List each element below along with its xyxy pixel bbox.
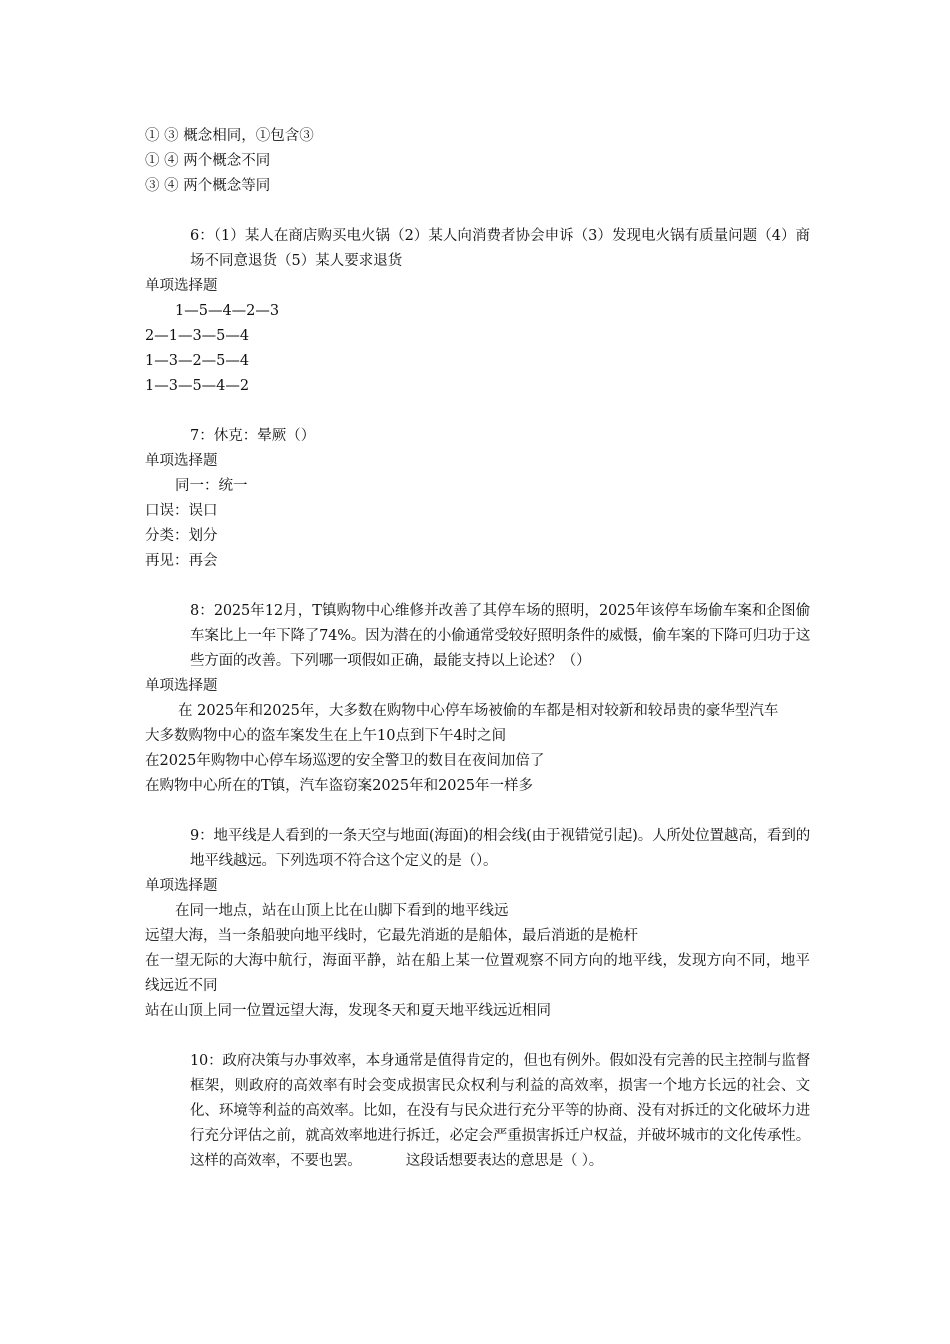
q5-option-b: ① ③ 概念相同，①包含③: [145, 128, 314, 144]
question-6-option-b: 2—1—3—5—4: [145, 328, 250, 344]
spacer: [145, 574, 810, 599]
question-8-option-b: 大多数购物中心的盗车案发生在上午10点到下午4时之间: [145, 728, 507, 744]
question-8-option-a: 在 2025年和2025年，大多数在购物中心停车场被偷的车都是相对较新和较昂贵的豪华型汽车: [178, 703, 779, 719]
question-6-option-a: 1—5—4—2—3: [175, 303, 280, 319]
question-7-option-d: 再见：再会: [145, 553, 218, 569]
question-8-option-d: 在购物中心所在的T镇，汽车盗窃案2025年和2025年一样多: [145, 778, 533, 794]
question-9-option-b: 远望大海，当一条船驶向地平线时，它最先消逝的是船体，最后消逝的是桅杆: [145, 928, 638, 944]
question-9-option-d: 站在山顶上同一位置远望大海，发现冬天和夏天地平线远近相同: [145, 1003, 551, 1019]
question-9-option-a: 在同一地点，站在山顶上比在山脚下看到的地平线远: [175, 903, 509, 919]
q5-option-d: ③ ④ 两个概念等同: [145, 178, 271, 194]
question-7-option-c: 分类：划分: [145, 528, 218, 544]
spacer: [145, 199, 810, 224]
spacer: [145, 399, 810, 424]
question-8-stem: 8：2025年12月，T镇购物中心维修并改善了其停车场的照明，2025年该停车场偷车案和企图偷车案比上一年下降了74%。因为潜在的小偷通常受较好照明条件的威慑，偷车案的下降可归功于这些方面的改善。下列哪一项假如正确，最能支持以上论述？（）: [190, 603, 810, 669]
question-10-stem: 10：政府决策与办事效率，本身通常是值得肯定的，但也有例外。假如没有完善的民主控制与监督框架，则政府的高效率有时会变成损害民众权利与利益的高效率，损害一个地方长远的社会、文化、环境等利益的高效率。比如，在没有与民众进行充分平等的协商、没有对拆迁的文化破坏力进行充分评估之前，就高效率地进行拆迁，必定会严重损害拆迁户权益，并破坏城市的文化传承性。这样的高效率，不要也罢。 这段话想要表达的意思是（ ）。: [190, 1053, 810, 1169]
question-6-stem: 6：（1）某人在商店购买电火锅（2）某人向消费者协会申诉（3）发现电火锅有质量问题（4）商场不同意退货（5）某人要求退货: [190, 228, 810, 269]
question-6-type: 单项选择题: [145, 278, 218, 294]
question-6-option-d: 1—3—5—4—2: [145, 378, 250, 394]
question-9-stem: 9：地平线是人看到的一条天空与地面(海面)的相会线(由于视错觉引起)。人所处位置越高，看到的地平线越远。下列选项不符合这个定义的是（）。: [190, 828, 810, 869]
question-8-type: 单项选择题: [145, 678, 218, 694]
question-7-option-a: 同一：统一: [175, 478, 248, 494]
question-9-option-c: 在一望无际的大海中航行，海面平静，站在船上某一位置观察不同方向的地平线，发现方向不同，地平线远近不同: [145, 953, 810, 994]
spacer: [145, 799, 810, 824]
spacer: [145, 1024, 810, 1049]
question-7-stem: 7：休克：晕厥（）: [190, 428, 316, 444]
question-9-type: 单项选择题: [145, 878, 218, 894]
question-6-option-c: 1—3—2—5—4: [145, 353, 250, 369]
question-7-type: 单项选择题: [145, 453, 218, 469]
question-8-option-c: 在2025年购物中心停车场巡逻的安全警卫的数目在夜间加倍了: [145, 753, 545, 769]
page-content: [145, 124, 810, 1174]
question-7-option-b: 口误：误口: [145, 503, 218, 519]
q5-option-c: ① ④ 两个概念不同: [145, 153, 271, 169]
